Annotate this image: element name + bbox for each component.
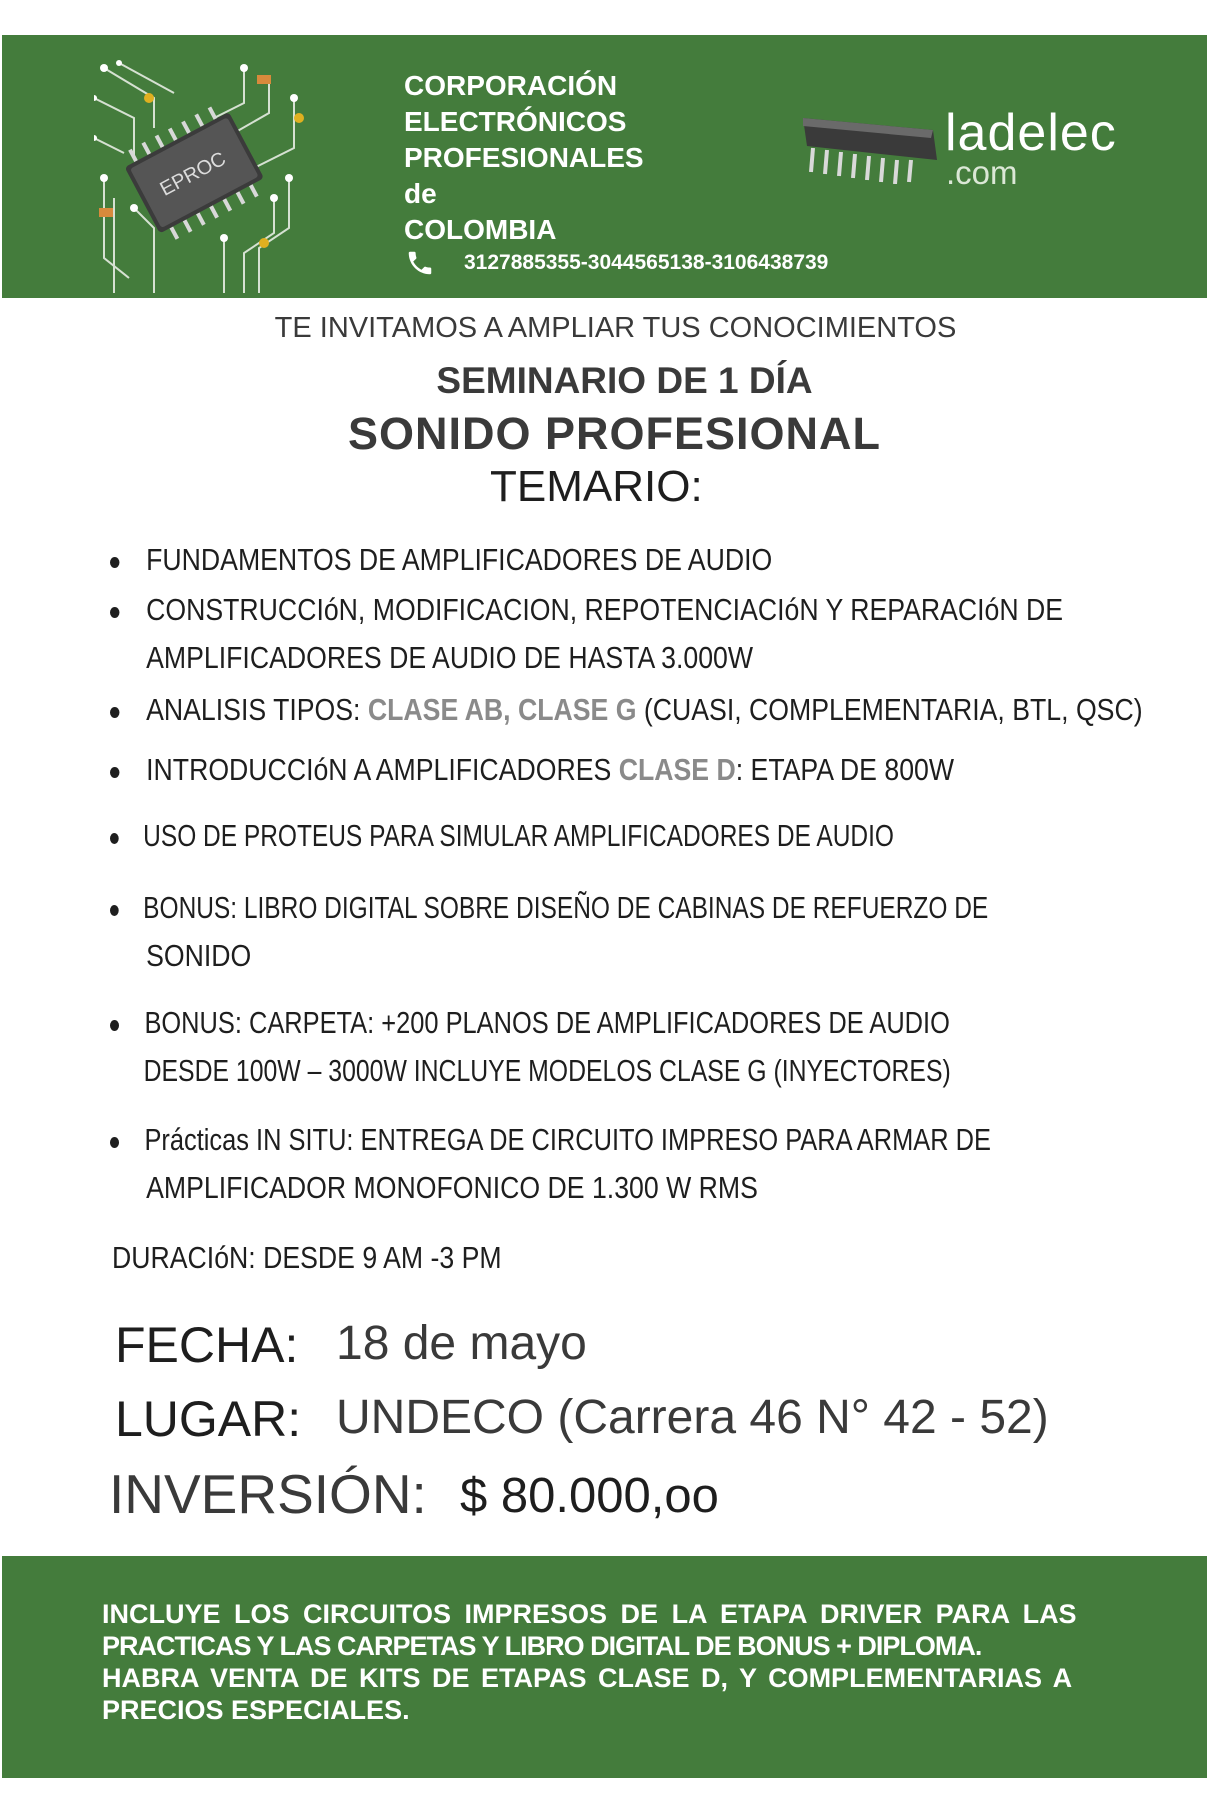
price-value: $ 80.000,oo xyxy=(460,1469,719,1523)
invite-heading: TE INVITAMOS A AMPLIAR TUS CONOCIMIENTOS xyxy=(274,312,957,344)
topic-text: BONUS: LIBRO DIGITAL SOBRE DISEÑO DE CABINAS DE REFUERZO DE xyxy=(143,890,989,925)
org-line: ELECTRÓNICOS xyxy=(404,106,627,137)
topic-text xyxy=(146,686,1142,734)
org-line: de xyxy=(404,178,437,209)
org-line: PROFESIONALES xyxy=(404,142,644,173)
topic-highlight: CLASE D xyxy=(618,752,736,787)
date-label: FECHA: xyxy=(115,1317,299,1373)
topic-text: AMPLIFICADOR MONOFONICO DE 1.300 W RMS xyxy=(146,1170,758,1205)
bullet-icon xyxy=(110,833,119,844)
footer-notice xyxy=(102,1598,1098,1726)
topic-text: Prácticas IN SITU: ENTREGA DE CIRCUITO IMPRESO PARA ARMAR DE xyxy=(144,1122,991,1157)
topic-text: BONUS: CARPETA: +200 PLANOS DE AMPLIFICADORES DE AUDIO xyxy=(144,1005,950,1040)
bullet-icon xyxy=(110,1020,119,1031)
topic-text-part: (CUASI, COMPLEMENTARIA, BTL, QSC) xyxy=(636,692,1143,727)
price-label: INVERSIÓN: xyxy=(109,1463,427,1525)
location-value: UNDECO (Carrera 46 N° 42 - 52) xyxy=(336,1391,1049,1444)
org-line: CORPORACIÓN xyxy=(404,70,618,101)
course-title: SONIDO PROFESIONAL xyxy=(347,408,882,459)
ladelec-logo-domain: .com xyxy=(946,154,1018,191)
chip-label: EPROC xyxy=(156,147,230,201)
ladelec-logo-text: ladelec xyxy=(945,104,1117,162)
ic-chip-logo-icon xyxy=(803,108,939,184)
bullet-icon xyxy=(110,557,119,568)
seminar-heading: SEMINARIO DE 1 DÍA xyxy=(436,360,813,401)
phone-icon xyxy=(404,248,436,278)
location-label: LUGAR: xyxy=(115,1391,302,1447)
topic-text: AMPLIFICADORES DE AUDIO DE HASTA 3.000W xyxy=(146,640,754,675)
topic-text: DESDE 100W – 3000W INCLUYE MODELOS CLASE G (INYECTORES) xyxy=(143,1053,951,1088)
topic-text: USO DE PROTEUS PARA SIMULAR AMPLIFICADORES DE AUDIO xyxy=(143,818,894,853)
topic-highlight: CLASE AB, CLASE G xyxy=(367,692,637,727)
topic-text: SONIDO xyxy=(146,938,252,973)
topic-text: CONSTRUCCIóN, MODIFICACION, REPOTENCIACIóN Y REPARACIóN DE xyxy=(146,592,1064,627)
topic-text: FUNDAMENTOS DE AMPLIFICADORES DE AUDIO xyxy=(146,542,773,577)
footer-line: PRACTICAS Y LAS CARPETAS Y LIBRO DIGITAL DE BONUS + DIPLOMA. xyxy=(102,1631,982,1661)
organization-name xyxy=(404,68,644,248)
footer-line: INCLUYE LOS CIRCUITOS IMPRESOS DE LA ETAPA DRIVER PARA LAS xyxy=(102,1599,1077,1629)
bullet-icon xyxy=(110,905,119,916)
org-line: COLOMBIA xyxy=(404,214,557,245)
phone-numbers: 3127885355-3044565138-3106438739 xyxy=(464,251,829,274)
footer-line: HABRA VENTA DE KITS DE ETAPAS CLASE D, Y COMPLEMENTARIAS A xyxy=(102,1663,1073,1693)
temario-heading: TEMARIO: xyxy=(490,462,703,511)
footer-line: PRECIOS ESPECIALES. xyxy=(102,1695,410,1725)
duration-text: DURACIóN: DESDE 9 AM -3 PM xyxy=(112,1240,502,1275)
topic-text-part: ANALISIS TIPOS: xyxy=(146,692,368,727)
bullet-icon xyxy=(110,1137,119,1148)
date-value: 18 de mayo xyxy=(336,1317,587,1370)
topic-text-part: : ETAPA DE 800W xyxy=(735,752,955,787)
bullet-icon xyxy=(110,607,119,618)
phone-contact xyxy=(404,248,828,278)
topic-text-part: INTRODUCCIóN A AMPLIFICADORES xyxy=(146,752,619,787)
chip-circuit-illustration xyxy=(94,58,304,298)
topic-text xyxy=(146,746,954,794)
bullet-icon xyxy=(110,707,119,718)
bullet-icon xyxy=(110,767,119,778)
